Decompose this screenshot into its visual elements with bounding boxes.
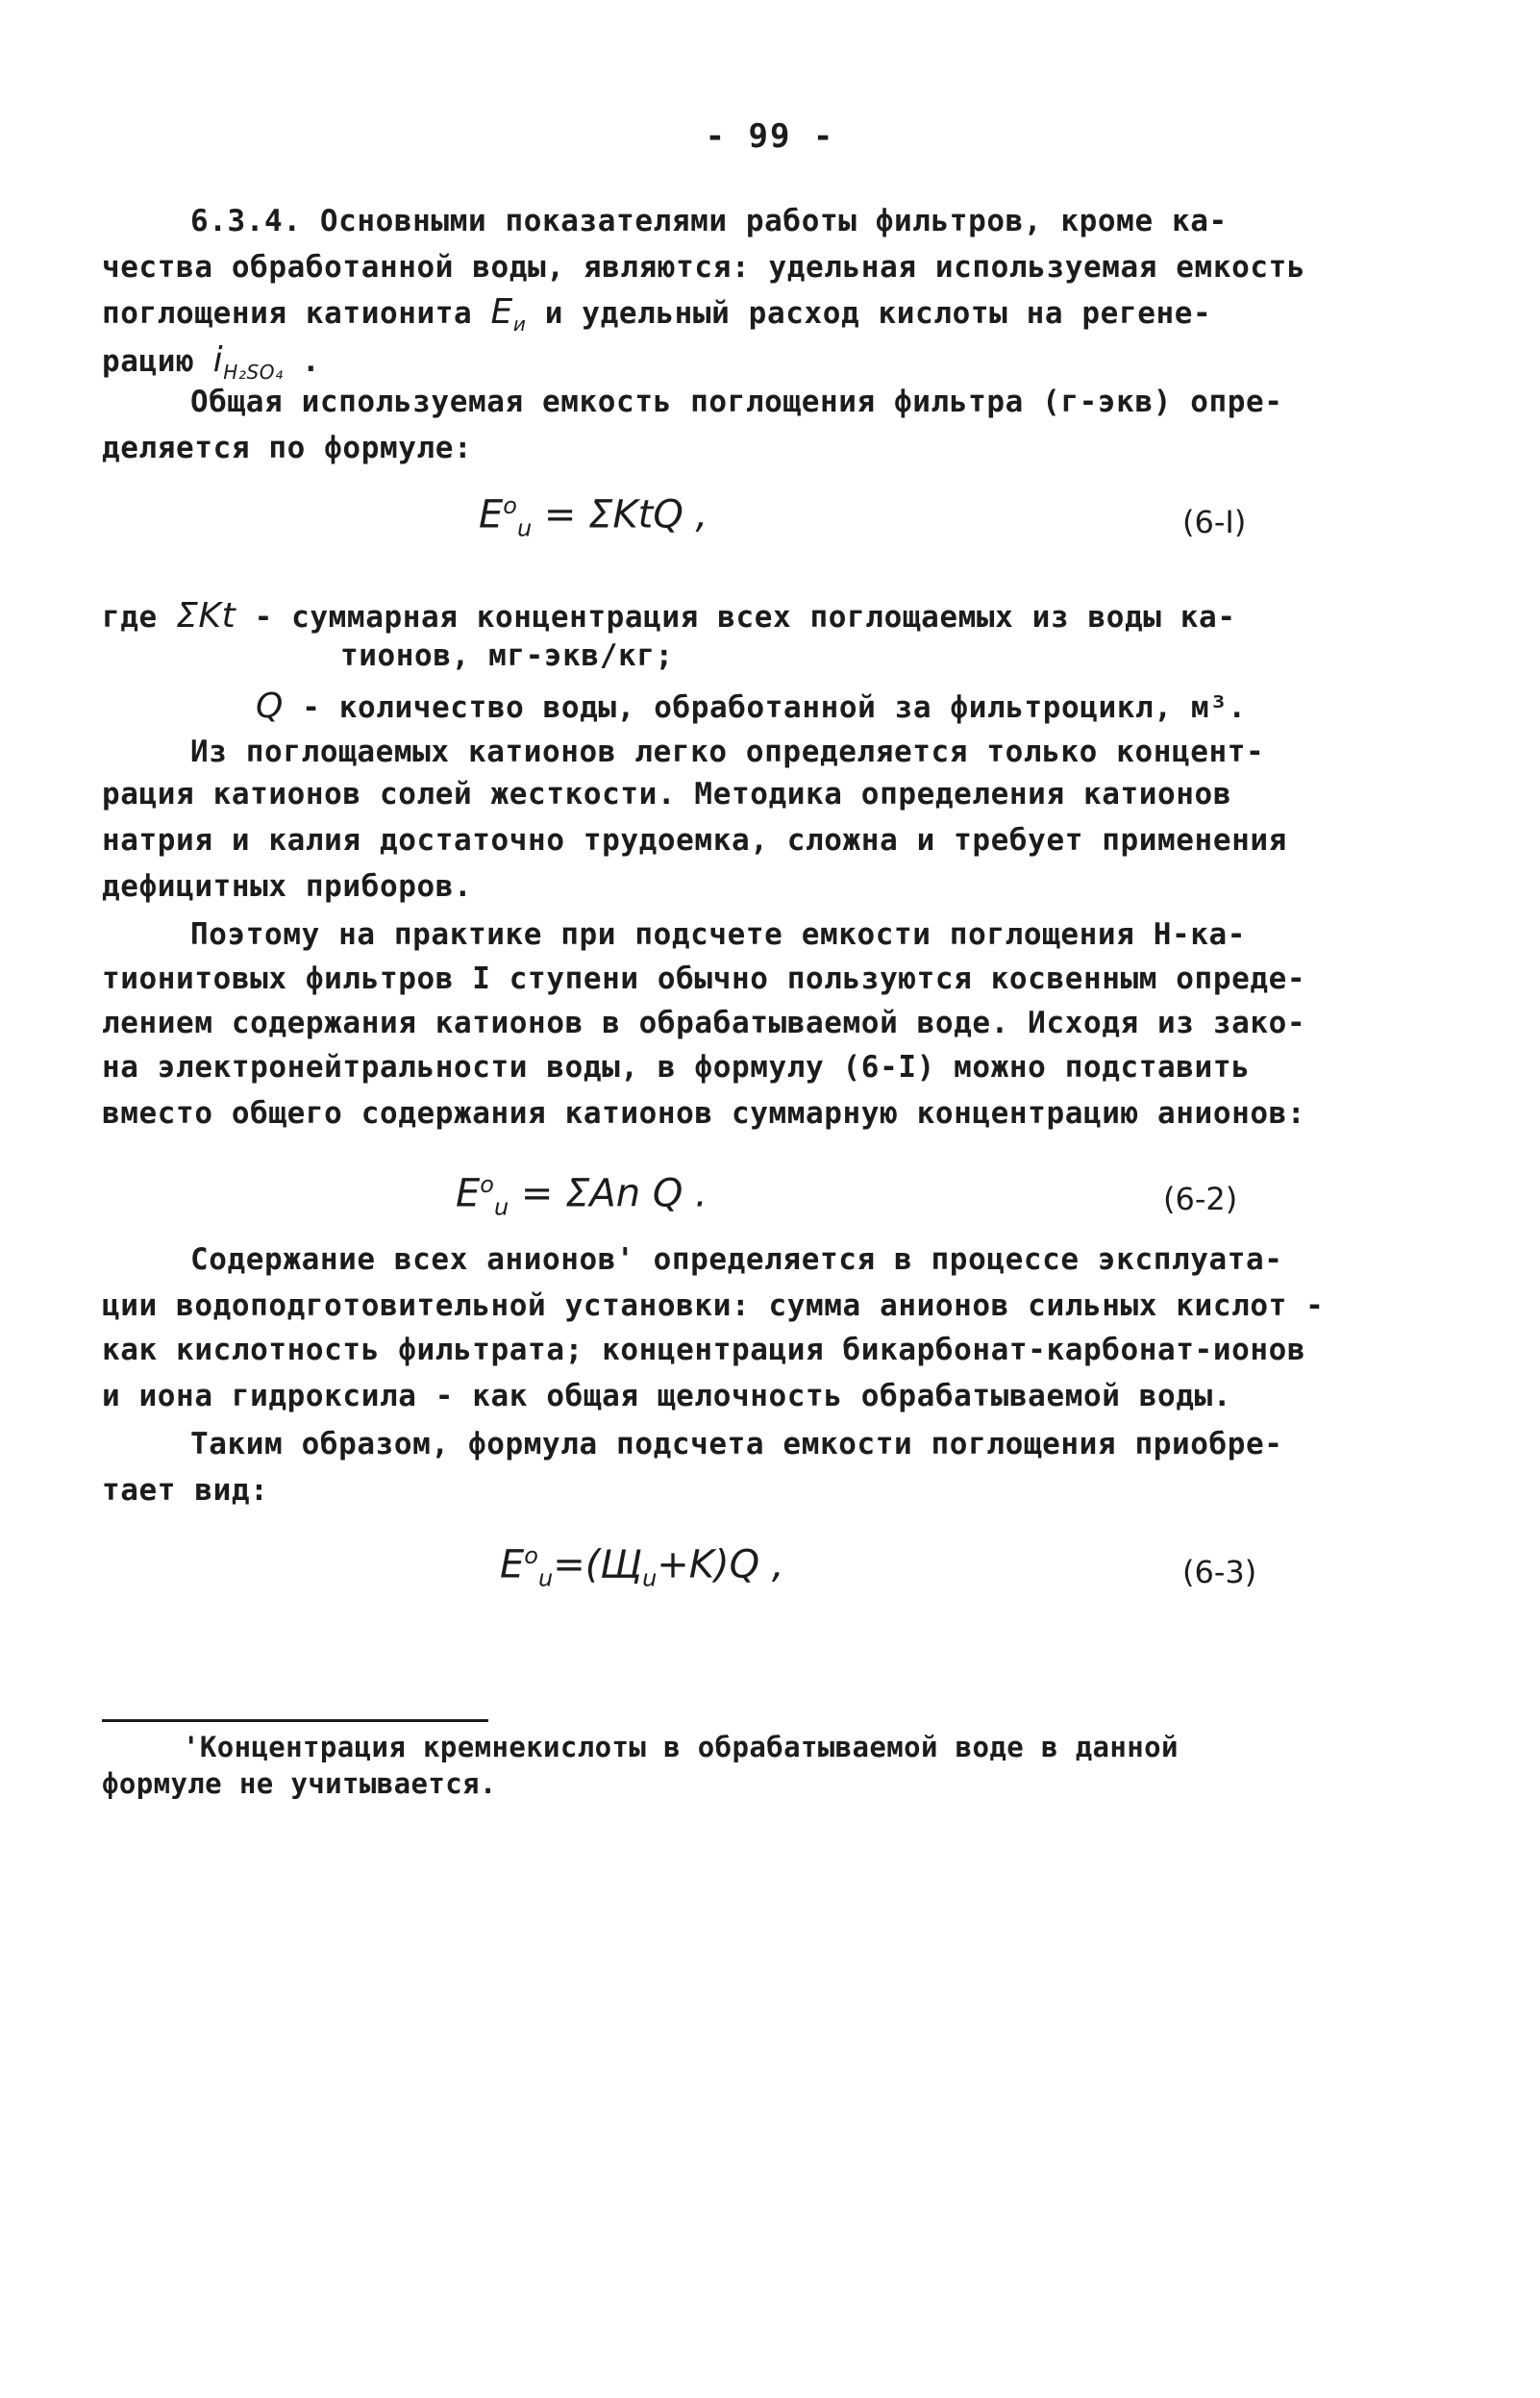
formula-6-2: $E^o_u = \Sigma An$ Q . xyxy=(456,1171,708,1221)
text-line xyxy=(256,687,1247,726)
text-line: дефицитных приборов. xyxy=(102,869,473,904)
equation-number: (6-3) xyxy=(1182,1554,1257,1590)
text-line: вместо общего содержания катионов суммарную концентрацию анионов: xyxy=(102,1096,1306,1131)
text-line: и иона гидроксила - как общая щелочность обрабатываемой воды. xyxy=(102,1379,1232,1413)
text-line: лением содержания катионов в обрабатываемой воде. Исходя из зако- xyxy=(102,1006,1306,1040)
symbol-e-i: $Е_и$ xyxy=(490,292,527,337)
footnote-line: 'Концентрация кремнекислоты в обрабатываемой воде в данной xyxy=(183,1731,1179,1763)
text-fragment: где xyxy=(102,600,177,635)
formula-6-3: $E^o_u=(Щ_u+K)Q$ , xyxy=(500,1542,784,1592)
text-fragment: . xyxy=(283,344,321,379)
text-line: Общая используемая емкость поглощения фильтра (г-экв) опре- xyxy=(190,385,1283,419)
text-line: тает вид: xyxy=(102,1473,269,1508)
text-line: ции водоподготовительной установки: сумма анионов сильных кислот - xyxy=(102,1288,1325,1323)
footnote-divider xyxy=(102,1719,488,1722)
text-line: деляется по формуле: xyxy=(102,431,473,465)
text-fragment: рацию xyxy=(102,344,213,379)
text-line: Из поглощаемых катионов легко определяется только концент- xyxy=(190,735,1265,769)
text-line: как кислотность фильтрата; концентрация бикарбонат-карбонат-ионов xyxy=(102,1333,1306,1367)
text-fragment: - количество воды, обработанной за фильтроцикл, м³. xyxy=(283,690,1247,725)
text-line: 6.3.4. Основными показателями работы фильтров, кроме ка- xyxy=(190,204,1228,238)
text-line xyxy=(102,596,1236,636)
text-line: Таким образом, формула подсчета емкости поглощения приобре- xyxy=(190,1427,1283,1461)
symbol-sum-kt: ΣKt xyxy=(176,596,236,636)
text-line: тионов, мг-экв/кг; xyxy=(340,638,674,673)
symbol-i-h2so4: $i_{H_2SO_4}$ xyxy=(212,340,284,385)
text-fragment: поглощения катионита xyxy=(102,296,491,331)
text-line: чества обработанной воды, являются: удельная используемая емкость xyxy=(102,250,1306,285)
formula-6-1: $E^o_u = \Sigma KtQ$ , xyxy=(479,492,708,542)
text-line: рация катионов солей жесткости. Методика определения катионов xyxy=(102,777,1232,812)
text-line: натрия и калия достаточно трудоемка, сложна и требует применения xyxy=(102,823,1287,858)
text-fragment: и удельный расход кислоты на регене- xyxy=(526,296,1212,331)
text-line: тионитовых фильтров I ступени обычно пользуются косвенным опреде- xyxy=(102,962,1306,996)
equation-number: (6-2) xyxy=(1163,1181,1238,1217)
equation-number: (6-I) xyxy=(1182,504,1247,540)
page-number: - 99 - xyxy=(705,117,835,156)
symbol-q: Q xyxy=(256,687,284,726)
text-line: Содержание всех анионов' определяется в процессе эксплуата- xyxy=(190,1242,1283,1277)
text-fragment: - суммарная концентрация всех поглощаемых из воды ка- xyxy=(236,600,1236,635)
text-line xyxy=(102,292,1211,336)
text-line: Поэтому на практике при подсчете емкости поглощения Н-ка- xyxy=(190,917,1247,952)
text-line xyxy=(102,340,320,384)
text-line: на электронейтральности воды, в формулу (6-I) можно подставить xyxy=(102,1050,1251,1085)
footnote-line: формуле не учитывается. xyxy=(102,1767,497,1800)
